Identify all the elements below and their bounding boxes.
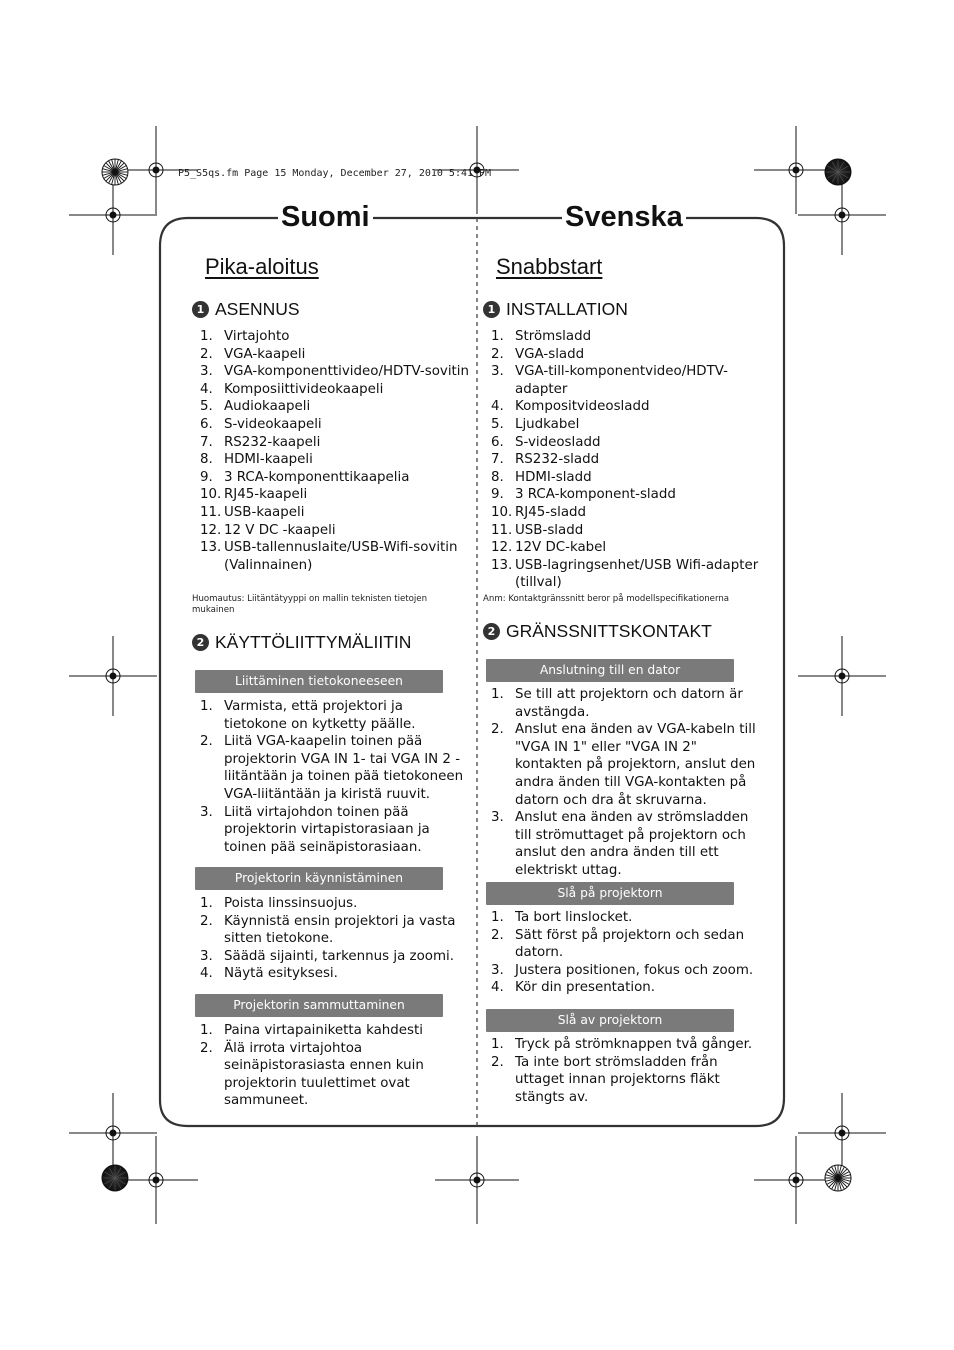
list-item: 5. Ljudkabel <box>491 416 580 432</box>
list-item: 1. Virtajohto <box>200 329 290 344</box>
finnish-connector-note: Huomautus: Liitäntätyyppi on mallin teknisten tietojen mukainen <box>192 594 428 615</box>
subsection-bar-power-on: Slå på projektorn <box>486 882 734 905</box>
list-item: 1. Strömsladd <box>491 329 592 344</box>
language-title-finnish: Suomi <box>278 199 373 235</box>
list-item: 7. RS232-sladd <box>491 452 600 468</box>
list-item: 3. Säädä sijainti, tarkennus ja zoomi. <box>200 948 454 964</box>
language-title-swedish: Svenska <box>562 199 686 235</box>
color-rosette-icon <box>825 159 851 185</box>
list-item: 11. USB-kaapeli <box>200 504 305 520</box>
list-item: 1. Se till att projektorn och datorn är avstängda. <box>491 687 743 720</box>
list-item: 5. Audiokaapeli <box>200 399 311 415</box>
registration-mark-icon <box>435 1136 519 1224</box>
list-item: 13. USB-tallennuslaite/USB-Wifi-sovitin (Valinnainen) <box>200 540 458 573</box>
list-item: 2. Liitä VGA-kaapelin toinen pää projektorin VGA IN 1- tai VGA IN 2 -liitäntään ja toinen pää tietokoneen VGA-liitäntään ja kiristä ruuvit. <box>200 734 464 802</box>
list-item: 2. Käynnistä ensin projektori ja vasta sitten tietokone. <box>200 913 456 947</box>
list-item: 2. Ta inte bort strömsladden från uttaget innan projektorns fläkt stängts av. <box>491 1054 720 1105</box>
list-item: 9. 3 RCA-komponenttikaapelia <box>200 469 410 485</box>
registration-mark-icon <box>798 175 886 255</box>
list-item: 3. Anslut ena änden av strömsladden till strömuttaget på projektorn och anslut den andra änden till ett elektriskt uttag. <box>491 810 749 878</box>
registration-mark-icon <box>69 1093 157 1173</box>
swedish-installation-list <box>491 328 771 592</box>
list-item: 3. VGA-till-komponentvideo/HDTV-adapter <box>491 364 729 397</box>
list-item: 2. Sätt först på projektorn och sedan datorn. <box>491 927 745 961</box>
subsection-bar-connect-computer: Anslutning till en dator <box>486 659 734 682</box>
finnish-section-1-heading <box>192 298 300 320</box>
swedish-page-title: Snabbstart <box>496 254 603 279</box>
list-item: 9. 3 RCA-komponent-sladd <box>491 487 676 503</box>
registration-mark-icon <box>69 175 157 255</box>
finnish-section-2-heading <box>192 631 411 653</box>
list-item: 3. Liitä virtajohdon toinen pää projektorin virtapistorasiaan ja toinen pää seinäpistorasiaan. <box>200 804 430 855</box>
list-item: 2. Älä irrota virtajohtoa seinäpistorasiasta ennen kuin projektorin tuulettimet ovat sammuneet. <box>200 1040 424 1109</box>
list-item: 1. Tryck på strömknappen två gånger. <box>491 1037 753 1052</box>
section-number-badge: 2 <box>192 634 209 651</box>
list-item: 1. Ta bort linslocket. <box>491 910 633 925</box>
section-heading-text: KÄYTTÖLIITTYMÄLIITIN <box>215 632 412 652</box>
list-item: 10. RJ45-sladd <box>491 504 587 520</box>
finnish-page-title: Pika-aloitus <box>205 254 319 279</box>
list-item: 2. VGA-kaapeli <box>200 346 306 362</box>
registration-mark-icon <box>69 636 157 716</box>
list-item: 2. VGA-sladd <box>491 346 585 362</box>
subsection-bar-connect-computer: Liittäminen tietokoneeseen <box>195 670 443 693</box>
swedish-section-1-heading <box>483 298 628 320</box>
list-item: 8. HDMI-kaapeli <box>200 452 313 468</box>
list-item: 1. Poista linssinsuojus. <box>200 896 358 911</box>
swedish-power-on-steps <box>491 909 767 997</box>
section-heading-text: GRÄNSSNITTSKONTAKT <box>506 621 712 641</box>
section-heading-text: INSTALLATION <box>506 299 628 319</box>
registration-mark-icon <box>798 1093 886 1173</box>
list-item: 7. RS232-kaapeli <box>200 434 321 450</box>
list-item: 3. Justera positionen, fokus och zoom. <box>491 962 754 978</box>
finnish-installation-list <box>200 328 470 574</box>
section-number-badge: 1 <box>192 301 209 318</box>
color-rosette-icon <box>102 1165 128 1191</box>
list-item: 4. Näytä esityksesi. <box>200 966 338 982</box>
list-item: 11. USB-sladd <box>491 522 584 538</box>
finnish-power-on-steps <box>200 895 468 983</box>
color-rosette-icon <box>825 1165 851 1191</box>
list-item: 12. 12 V DC -kaapeli <box>200 522 336 538</box>
list-item: 13. USB-lagringsenhet/USB Wifi-adapter (tillval) <box>491 557 759 591</box>
print-slug-line: P5_S5qs.fm Page 15 Monday, December 27, 2010 5:41 PM <box>178 168 492 179</box>
list-item: 3. VGA-komponenttivideo/HDTV-sovitin <box>200 364 469 380</box>
swedish-column <box>483 250 773 1120</box>
finnish-column <box>192 250 472 1120</box>
list-item: 1. Varmista, että projektori ja tietokone on kytketty päälle. <box>200 699 416 732</box>
swedish-connect-steps <box>491 686 767 880</box>
section-heading-text: ASENNUS <box>215 299 300 319</box>
list-item: 2. Anslut ena änden av VGA-kabeln till "VGA IN 1" eller "VGA IN 2" kontakten på projektorn, anslut den andra änden till VGA-kontakten på datorn och dra åt skruvarna. <box>491 722 756 808</box>
swedish-power-off-steps <box>491 1036 767 1106</box>
list-item: 8. HDMI-sladd <box>491 469 592 485</box>
list-item: 6. S-videosladd <box>491 434 601 450</box>
subsection-bar-power-on: Projektorin käynnistäminen <box>195 867 443 890</box>
registration-mark-icon <box>798 636 886 716</box>
swedish-connector-note: Anm: Kontaktgränssnitt beror på modellspecifikationerna <box>483 594 730 604</box>
list-item: 4. Kör din presentation. <box>491 980 656 996</box>
color-rosette-icon <box>102 159 128 185</box>
section-number-badge: 1 <box>483 301 500 318</box>
list-item: 12. 12V DC-kabel <box>491 540 607 556</box>
list-item: 1. Paina virtapainiketta kahdesti <box>200 1023 423 1038</box>
list-item: 6. S-videokaapeli <box>200 416 322 432</box>
subsection-bar-power-off: Projektorin sammuttaminen <box>195 994 443 1017</box>
finnish-power-off-steps <box>200 1022 468 1110</box>
subsection-bar-power-off: Slå av projektorn <box>486 1009 734 1032</box>
list-item: 4. Komposiittivideokaapeli <box>200 381 384 397</box>
list-item: 10. RJ45-kaapeli <box>200 487 308 503</box>
finnish-connect-steps <box>200 698 468 856</box>
swedish-section-2-heading <box>483 620 712 642</box>
list-item: 4. Kompositvideosladd <box>491 399 650 415</box>
section-number-badge: 2 <box>483 623 500 640</box>
